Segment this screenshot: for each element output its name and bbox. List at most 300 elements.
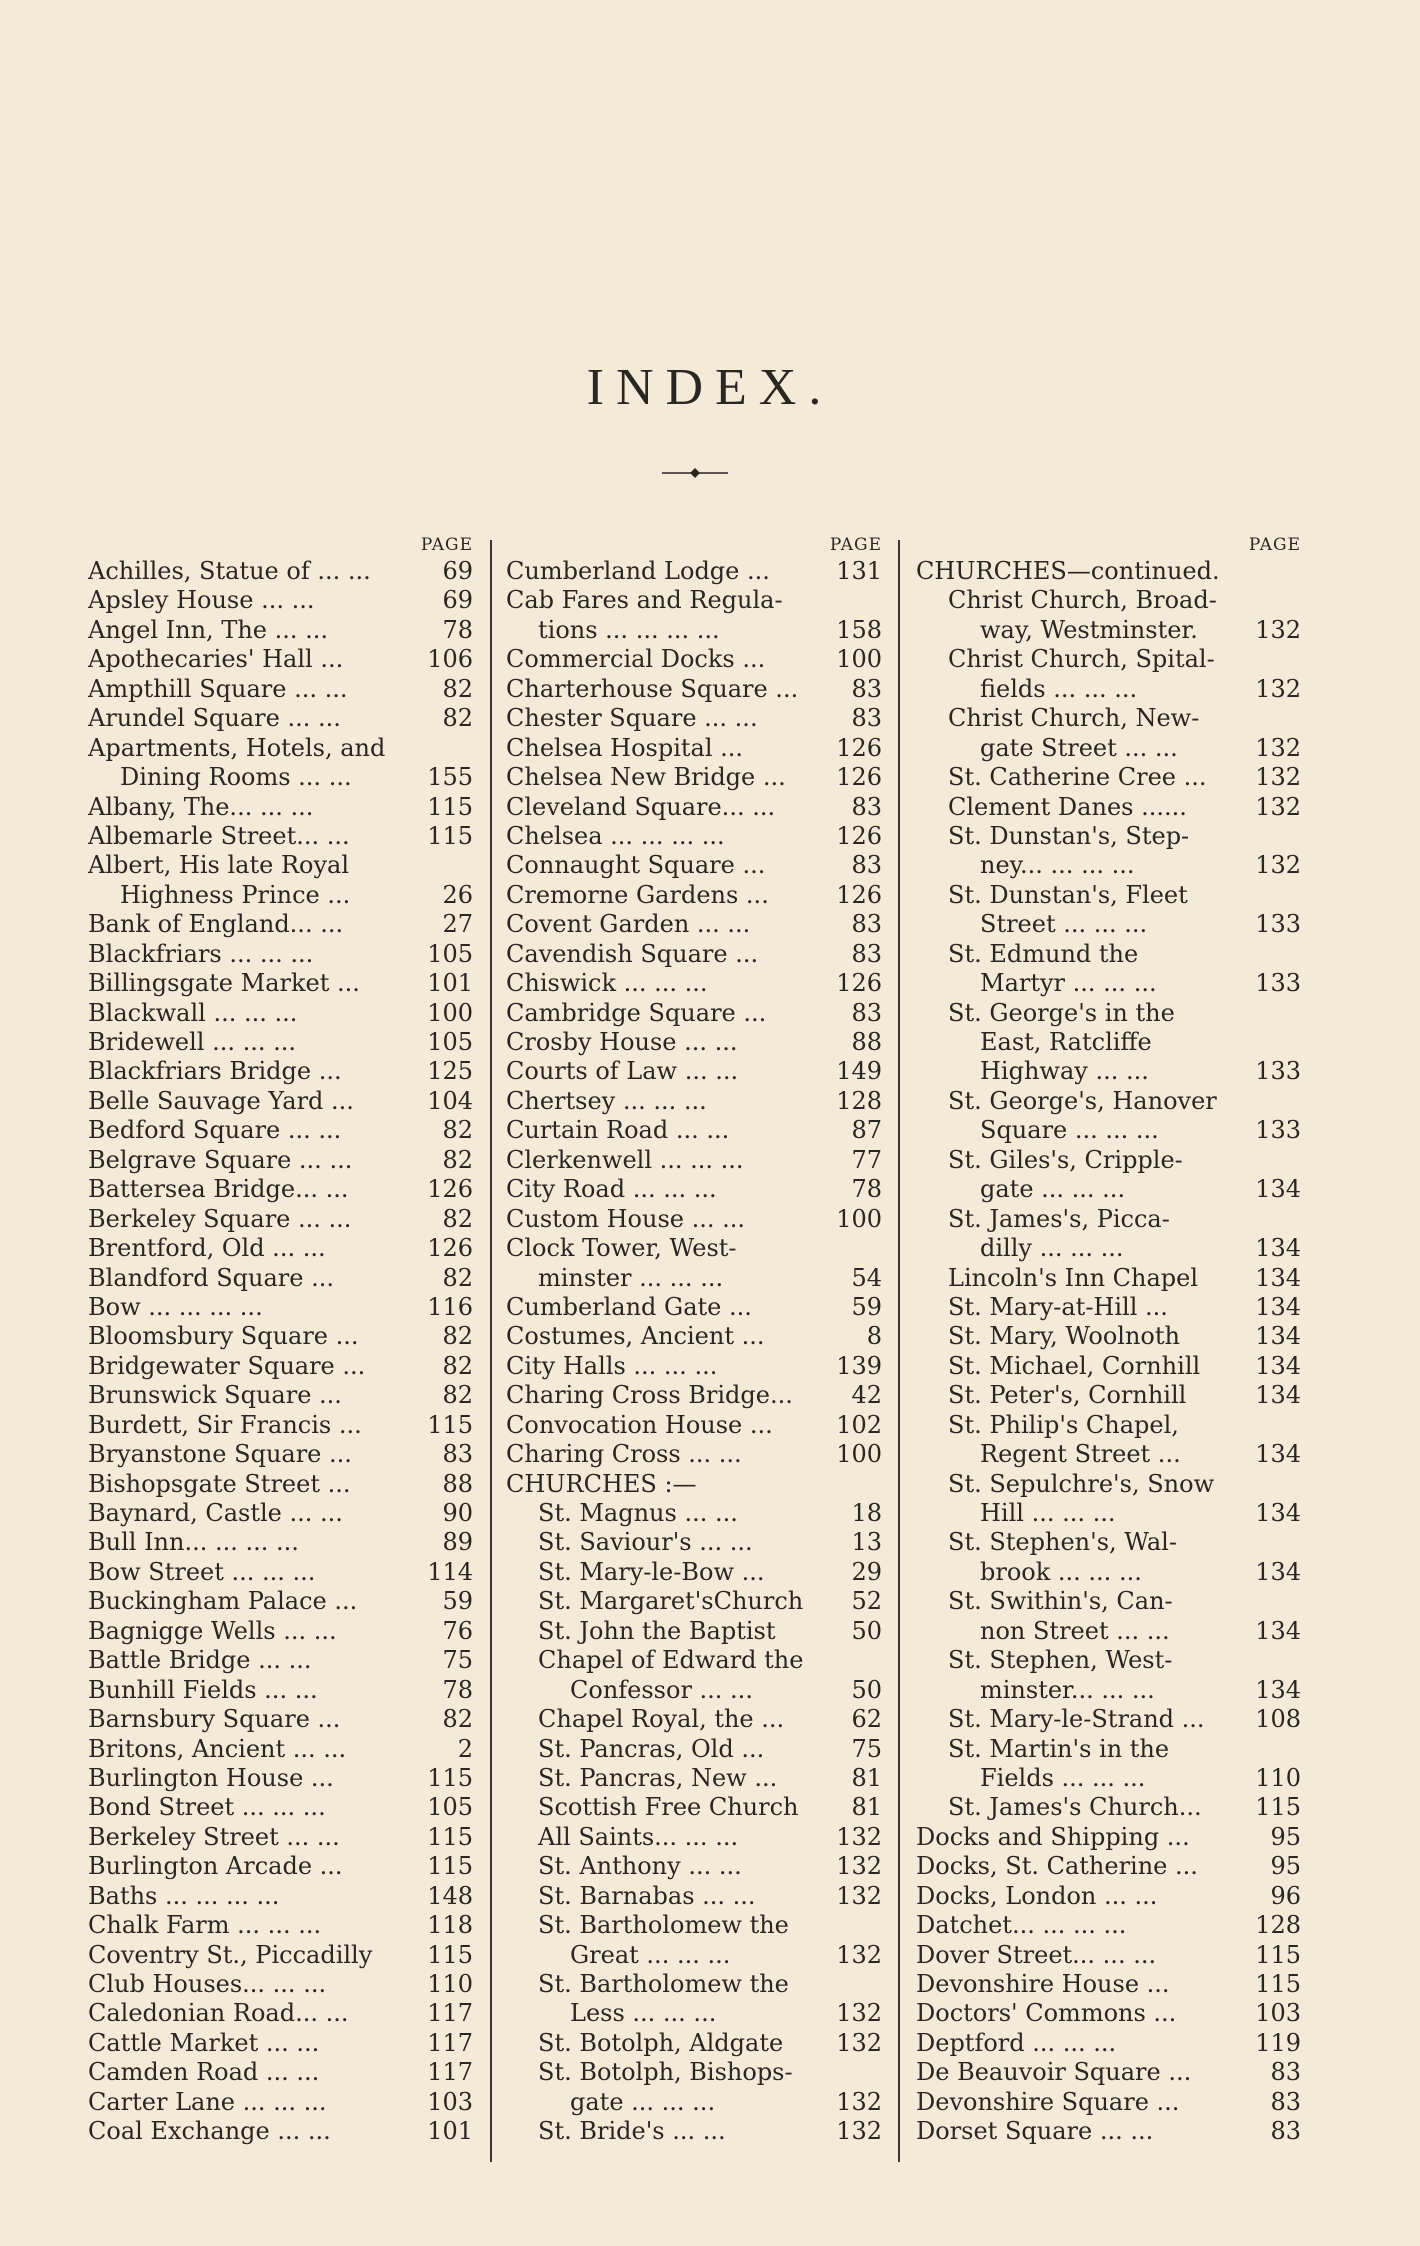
entry-page-number: 115 xyxy=(427,821,473,850)
entry-page-number: 101 xyxy=(427,2117,473,2146)
index-entry xyxy=(506,1381,882,1410)
entry-label: Dining Rooms ... ... xyxy=(120,763,352,792)
entry-page-number: 103 xyxy=(427,2087,473,2116)
entry-label: St. Anthony ... ... xyxy=(538,1852,742,1881)
entry-label: Datchet... ... ... ... xyxy=(916,1911,1127,1940)
entry-label: Burlington House ... xyxy=(88,1763,334,1792)
index-column-3 xyxy=(916,535,1301,2147)
entry-label: St. Michael, Cornhill xyxy=(948,1351,1201,1380)
index-entry xyxy=(506,1028,882,1057)
entry-label: Chalk Farm ... ... ... xyxy=(88,1911,322,1940)
entry-page-number: 117 xyxy=(427,2058,473,2087)
entry-page-number: 104 xyxy=(427,1086,473,1115)
entry-page-number: 115 xyxy=(427,1763,473,1792)
index-entry xyxy=(506,1293,882,1322)
entry-label: Club Houses... ... ... xyxy=(88,1970,327,1998)
entry-page-number: 42 xyxy=(851,1381,882,1410)
entry-page-number: 89 xyxy=(442,1528,473,1557)
entry-page-number: 82 xyxy=(442,1322,473,1351)
entry-label: Highway ... ... xyxy=(980,1057,1149,1086)
index-entry xyxy=(916,2029,1301,2058)
entry-label: Arundel Square ... ... xyxy=(88,704,341,733)
entry-label: CHURCHES—continued. xyxy=(916,557,1220,585)
entry-page-number: 83 xyxy=(851,998,882,1027)
entry-label: St. Botolph, Aldgate xyxy=(538,2028,784,2057)
index-entry xyxy=(88,2117,473,2146)
entry-label: St. Saviour's ... ... xyxy=(538,1528,753,1557)
entry-page-number: 108 xyxy=(1255,1705,1301,1734)
index-entry xyxy=(916,1735,1301,1764)
entry-page-number: 134 xyxy=(1255,1616,1301,1645)
entry-page-number: 83 xyxy=(1270,2058,1301,2087)
entry-page-number: 158 xyxy=(836,615,882,644)
entry-label: Docks, London ... ... xyxy=(916,1881,1158,1910)
entry-label: way, Westminster. xyxy=(980,615,1198,644)
index-entry xyxy=(506,1676,882,1705)
entry-label: Doctors' Commons ... xyxy=(916,1999,1177,2028)
index-entry xyxy=(916,1352,1301,1381)
index-entry xyxy=(88,1587,473,1616)
entry-label: Belgrave Square ... ... xyxy=(88,1145,353,1174)
index-entry xyxy=(506,1793,882,1822)
index-entry xyxy=(506,1528,882,1557)
entry-label: Bridgewater Square ... xyxy=(88,1351,366,1380)
entry-label: St. Pancras, Old ... xyxy=(538,1734,765,1763)
index-entry xyxy=(506,910,882,939)
entry-label: St. James's, Picca- xyxy=(948,1204,1170,1233)
entry-label: Angel Inn, The ... ... xyxy=(88,615,329,644)
entry-label: Custom House ... ... xyxy=(506,1204,746,1233)
entry-page-number: 96 xyxy=(1270,1881,1301,1910)
index-entry xyxy=(506,999,882,1028)
entry-page-number: 95 xyxy=(1270,1822,1301,1851)
entry-label: Bryanstone Square ... xyxy=(88,1440,352,1469)
index-entry xyxy=(916,1882,1301,1911)
entry-page-number: 81 xyxy=(851,1763,882,1792)
entry-label: Bunhill Fields ... ... xyxy=(88,1675,318,1704)
index-entry xyxy=(916,1057,1301,1086)
entry-page-number: 83 xyxy=(1270,2117,1301,2146)
index-entry xyxy=(88,1941,473,1970)
entry-label: minster... ... ... xyxy=(980,1675,1155,1704)
entry-page-number: 132 xyxy=(836,1881,882,1910)
index-entry xyxy=(506,940,882,969)
entry-page-number: 81 xyxy=(851,1793,882,1822)
entry-page-number: 133 xyxy=(1255,969,1301,998)
entry-label: St. Edmund the xyxy=(948,939,1139,968)
entry-label: Chelsea Hospital ... xyxy=(506,733,744,762)
entry-label: St. Mary-le-Strand ... xyxy=(948,1705,1205,1734)
entry-page-number: 88 xyxy=(851,1028,882,1056)
entry-label: Confessor ... ... xyxy=(570,1675,753,1704)
entry-page-number: 102 xyxy=(836,1410,882,1439)
index-entry xyxy=(916,1793,1301,1822)
entry-page-number: 132 xyxy=(1255,733,1301,762)
index-entry xyxy=(88,1352,473,1381)
entry-label: St. Peter's, Cornhill xyxy=(948,1381,1187,1410)
entry-page-number: 2 xyxy=(457,1734,473,1763)
index-entry xyxy=(916,1970,1301,1999)
entry-label: Cattle Market ... ... xyxy=(88,2028,320,2057)
index-entry xyxy=(88,881,473,910)
entry-page-number: 125 xyxy=(427,1057,473,1086)
index-entry xyxy=(88,822,473,851)
entry-page-number: 59 xyxy=(442,1587,473,1616)
entry-page-number: 132 xyxy=(836,2028,882,2057)
index-entry xyxy=(916,1322,1301,1351)
entry-page-number: 126 xyxy=(427,1234,473,1263)
entry-label: Chelsea New Bridge ... xyxy=(506,763,786,792)
index-entry xyxy=(88,2088,473,2117)
entry-page-number: 13 xyxy=(851,1528,882,1557)
entry-page-number: 105 xyxy=(427,939,473,968)
entry-label: Cambridge Square ... xyxy=(506,998,767,1027)
index-entry xyxy=(88,1970,473,1999)
entry-page-number: 118 xyxy=(427,1911,473,1940)
entry-label: Dover Street... ... ... xyxy=(916,1940,1157,1969)
index-entry xyxy=(506,1646,882,1675)
index-entry xyxy=(88,1234,473,1263)
entry-label: St. Pancras, New ... xyxy=(538,1763,778,1792)
index-entry xyxy=(88,1499,473,1528)
entry-label: Blandford Square ... xyxy=(88,1263,334,1292)
index-entry xyxy=(506,1558,882,1587)
entry-label: Costumes, Ancient ... xyxy=(506,1322,765,1351)
index-entry xyxy=(88,793,473,822)
entry-page-number: 59 xyxy=(851,1292,882,1321)
entry-label: Docks, St. Catherine ... xyxy=(916,1852,1198,1881)
index-entry xyxy=(916,1941,1301,1970)
index-entry xyxy=(916,557,1301,586)
index-entry xyxy=(916,586,1301,615)
index-entry xyxy=(916,1852,1301,1881)
entry-page-number: 69 xyxy=(442,586,473,615)
entry-label: Albany, The... ... ... xyxy=(88,792,314,821)
index-entry xyxy=(506,1175,882,1204)
entry-label: Brunswick Square ... xyxy=(88,1381,342,1410)
entry-page-number: 132 xyxy=(1255,674,1301,703)
index-entry xyxy=(88,1322,473,1351)
entry-page-number: 100 xyxy=(427,998,473,1027)
entry-page-number: 101 xyxy=(427,969,473,998)
entry-page-number: 18 xyxy=(851,1499,882,1527)
entry-page-number: 126 xyxy=(836,733,882,762)
index-entry xyxy=(916,1999,1301,2028)
page-column-heading: PAGE xyxy=(829,535,882,555)
index-entry xyxy=(88,1764,473,1793)
entry-page-number: 126 xyxy=(836,821,882,850)
entry-label: Apartments, Hotels, and xyxy=(88,733,386,762)
entry-page-number: 105 xyxy=(427,1028,473,1056)
index-entry xyxy=(506,1440,882,1469)
entry-page-number: 126 xyxy=(427,1175,473,1204)
entry-label: St. Catherine Cree ... xyxy=(948,763,1207,792)
entry-page-number: 117 xyxy=(427,1999,473,2028)
entry-page-number: 82 xyxy=(442,1116,473,1145)
entry-label: Bull Inn... ... ... ... xyxy=(88,1528,299,1557)
entry-label: Berkeley Street ... ... xyxy=(88,1822,340,1851)
entry-page-number: 115 xyxy=(427,1822,473,1851)
index-entry xyxy=(506,1941,882,1970)
index-entry xyxy=(88,1381,473,1410)
index-entry xyxy=(506,1587,882,1616)
entry-page-number: 27 xyxy=(442,910,473,939)
entry-page-number: 133 xyxy=(1255,1116,1301,1145)
index-entry xyxy=(506,1116,882,1145)
page-title: INDEX. xyxy=(586,359,834,416)
index-entry xyxy=(506,1322,882,1351)
entry-label: Belle Sauvage Yard ... xyxy=(88,1086,354,1115)
index-entry xyxy=(916,1264,1301,1293)
entry-page-number: 134 xyxy=(1255,1263,1301,1292)
entry-page-number: 134 xyxy=(1255,1675,1301,1704)
index-entry xyxy=(506,1057,882,1086)
entry-page-number: 95 xyxy=(1270,1852,1301,1881)
entry-page-number: 115 xyxy=(427,1940,473,1969)
index-entry xyxy=(88,1823,473,1852)
entry-label: ney... ... ... ... xyxy=(980,851,1135,880)
entry-page-number: 82 xyxy=(442,1204,473,1233)
entry-label: Brentford, Old ... ... xyxy=(88,1234,326,1263)
entry-label: Bedford Square ... ... xyxy=(88,1116,342,1145)
entry-page-number: 133 xyxy=(1255,910,1301,939)
entry-label: De Beauvoir Square ... xyxy=(916,2058,1192,2087)
index-entry xyxy=(916,1440,1301,1469)
entry-page-number: 83 xyxy=(851,910,882,939)
index-column-2 xyxy=(506,535,882,2147)
entry-page-number: 134 xyxy=(1255,1234,1301,1263)
index-entry xyxy=(916,1764,1301,1793)
entry-label: Chester Square ... ... xyxy=(506,704,758,733)
entry-page-number: 132 xyxy=(1255,615,1301,644)
entry-label: St. Bride's ... ... xyxy=(538,2117,726,2146)
entry-label: St. Dunstan's, Step- xyxy=(948,821,1190,850)
index-entry xyxy=(88,2058,473,2087)
entry-label: Deptford ... ... ... xyxy=(916,2028,1117,2057)
index-entry xyxy=(506,2088,882,2117)
entry-page-number: 133 xyxy=(1255,1057,1301,1086)
index-entry xyxy=(916,1646,1301,1675)
entry-page-number: 115 xyxy=(1255,1793,1301,1822)
index-entry xyxy=(506,822,882,851)
index-entry xyxy=(506,645,882,674)
entry-page-number: 76 xyxy=(442,1616,473,1645)
entry-label: Bloomsbury Square ... xyxy=(88,1322,359,1351)
index-entry xyxy=(916,1293,1301,1322)
index-entry xyxy=(506,1264,882,1293)
entry-label: Ampthill Square ... ... xyxy=(88,674,348,703)
index-entry xyxy=(88,1705,473,1734)
entry-label: Baths ... ... ... ... xyxy=(88,1881,280,1910)
entry-label: Blackwall ... ... ... xyxy=(88,998,298,1027)
entry-page-number: 82 xyxy=(442,1145,473,1174)
entry-page-number: 83 xyxy=(442,1440,473,1469)
index-entry xyxy=(916,1617,1301,1646)
entry-page-number: 114 xyxy=(427,1557,473,1586)
index-entry xyxy=(916,675,1301,704)
entry-label: Blackfriars ... ... ... xyxy=(88,939,314,968)
entry-page-number: 54 xyxy=(851,1263,882,1292)
entry-label: Coal Exchange ... ... xyxy=(88,2117,331,2146)
entry-page-number: 149 xyxy=(836,1057,882,1086)
index-entry xyxy=(88,1470,473,1499)
index-entry xyxy=(88,2029,473,2058)
index-entry xyxy=(916,2058,1301,2087)
index-entry xyxy=(506,2117,882,2146)
entry-label: Christ Church, Spital- xyxy=(948,645,1215,674)
entry-page-number: 132 xyxy=(1255,792,1301,821)
entry-label: St. Sepulchre's, Snow xyxy=(948,1469,1215,1498)
index-entry xyxy=(88,1999,473,2028)
index-entry xyxy=(916,2117,1301,2146)
entry-label: Battle Bridge ... ... xyxy=(88,1646,312,1675)
entry-label: Cumberland Gate ... xyxy=(506,1292,752,1321)
index-entry xyxy=(506,1999,882,2028)
index-entry xyxy=(916,1146,1301,1175)
entry-label: Bond Street ... ... ... xyxy=(88,1793,326,1822)
index-entry xyxy=(506,1764,882,1793)
index-entry xyxy=(88,675,473,704)
entry-label: Convocation House ... xyxy=(506,1410,773,1439)
index-entry xyxy=(88,1440,473,1469)
entry-label: Less ... ... ... xyxy=(570,1999,717,2028)
entry-label: St. Bartholomew the xyxy=(538,1970,789,1998)
entry-label: St. Bartholomew the xyxy=(538,1911,789,1940)
entry-page-number: 83 xyxy=(851,851,882,880)
index-entry xyxy=(88,851,473,880)
entry-page-number: 126 xyxy=(836,763,882,792)
entry-label: City Road ... ... ... xyxy=(506,1175,717,1204)
index-entry xyxy=(916,763,1301,792)
entry-label: Buckingham Palace ... xyxy=(88,1587,358,1616)
index-entry xyxy=(916,1676,1301,1705)
index-entry xyxy=(506,557,882,586)
index-entry xyxy=(506,1411,882,1440)
entry-label: Chiswick ... ... ... xyxy=(506,969,708,998)
entry-page-number: 115 xyxy=(1255,1940,1301,1969)
index-entry xyxy=(916,2088,1301,2117)
index-entry xyxy=(916,1205,1301,1234)
entry-label: Bow Street ... ... ... xyxy=(88,1557,316,1586)
entry-label: Scottish Free Church xyxy=(538,1793,799,1822)
entry-page-number: 90 xyxy=(442,1499,473,1527)
entry-label: St. Dunstan's, Fleet xyxy=(948,880,1188,909)
index-entry xyxy=(506,763,882,792)
index-entry xyxy=(916,999,1301,1028)
entry-page-number: 115 xyxy=(1255,1970,1301,1998)
entry-label: Chertsey ... ... ... xyxy=(506,1086,707,1115)
entry-page-number: 62 xyxy=(851,1705,882,1734)
index-entry xyxy=(88,940,473,969)
entry-label: Britons, Ancient ... ... xyxy=(88,1734,347,1763)
index-column-1 xyxy=(88,535,473,2147)
index-entry xyxy=(916,1470,1301,1499)
entry-label: Docks and Shipping ... xyxy=(916,1822,1190,1851)
entry-page-number: 116 xyxy=(427,1292,473,1321)
entry-label: St. George's in the xyxy=(948,998,1175,1027)
entry-page-number: 119 xyxy=(1255,2028,1301,2057)
entry-page-number: 78 xyxy=(851,1175,882,1204)
index-entry xyxy=(88,910,473,939)
entry-label: St. Swithin's, Can- xyxy=(948,1587,1173,1616)
index-entry xyxy=(916,1528,1301,1557)
index-entry xyxy=(916,645,1301,674)
entry-page-number: 134 xyxy=(1255,1381,1301,1410)
index-entry xyxy=(88,1411,473,1440)
entry-label: Billingsgate Market ... xyxy=(88,969,360,998)
index-entry xyxy=(506,1499,882,1528)
index-entry xyxy=(506,1205,882,1234)
entry-page-number: 132 xyxy=(836,1940,882,1969)
index-entry xyxy=(88,1264,473,1293)
entry-label: Great ... ... ... xyxy=(570,1940,731,1969)
entry-page-number: 50 xyxy=(851,1675,882,1704)
entry-label: Street ... ... ... xyxy=(980,910,1148,939)
entry-page-number: 106 xyxy=(427,645,473,674)
entry-page-number: 82 xyxy=(442,1381,473,1410)
entry-label: St. John the Baptist xyxy=(538,1616,776,1645)
index-entry xyxy=(88,734,473,763)
index-entry xyxy=(506,1852,882,1881)
index-entry xyxy=(88,1528,473,1557)
index-entry xyxy=(916,940,1301,969)
entry-label: Connaught Square ... xyxy=(506,851,766,880)
entry-label: St. Mary-at-Hill ... xyxy=(948,1292,1168,1321)
index-entry xyxy=(506,1882,882,1911)
index-entry xyxy=(916,1499,1301,1528)
index-entry xyxy=(916,734,1301,763)
entry-label: Curtain Road ... ... xyxy=(506,1116,730,1145)
entry-label: Square ... ... ... xyxy=(980,1116,1159,1145)
index-entry xyxy=(506,881,882,910)
entry-page-number: 50 xyxy=(851,1616,882,1645)
index-entry xyxy=(506,1617,882,1646)
index-entry xyxy=(916,881,1301,910)
entry-label: Charterhouse Square ... xyxy=(506,674,799,703)
index-entry xyxy=(506,1087,882,1116)
entry-label: Commercial Docks ... xyxy=(506,645,766,674)
entry-label: gate ... ... ... xyxy=(980,1175,1126,1204)
entry-label: East, Ratcliffe xyxy=(980,1028,1152,1056)
index-entry xyxy=(88,1911,473,1940)
entry-page-number: 132 xyxy=(836,1852,882,1881)
index-entry xyxy=(88,1175,473,1204)
entry-label: gate ... ... ... xyxy=(570,2087,716,2116)
entry-label: St. Barnabas ... ... xyxy=(538,1881,756,1910)
entry-label: Crosby House ... ... xyxy=(506,1028,738,1056)
entry-label: Apsley House ... ... xyxy=(88,586,315,615)
index-entry xyxy=(916,822,1301,851)
entry-page-number: 103 xyxy=(1255,1999,1301,2028)
entry-page-number: 110 xyxy=(427,1970,473,1998)
index-entry xyxy=(88,1852,473,1881)
entry-label: Coventry St., Piccadilly xyxy=(88,1940,373,1969)
entry-label: Burlington Arcade ... xyxy=(88,1852,343,1881)
index-entry xyxy=(88,969,473,998)
entry-page-number: 148 xyxy=(427,1881,473,1910)
entry-label: Bishopsgate Street ... xyxy=(88,1469,351,1498)
index-entry xyxy=(506,2058,882,2087)
entry-page-number: 100 xyxy=(836,1204,882,1233)
index-entry xyxy=(506,1735,882,1764)
entry-label: Courts of Law ... ... xyxy=(506,1057,739,1086)
index-entry xyxy=(916,969,1301,998)
index-entry xyxy=(88,763,473,792)
entry-page-number: 8 xyxy=(866,1322,882,1351)
index-entry xyxy=(916,851,1301,880)
entry-label: Bank of England... ... xyxy=(88,910,344,939)
index-entry xyxy=(506,851,882,880)
